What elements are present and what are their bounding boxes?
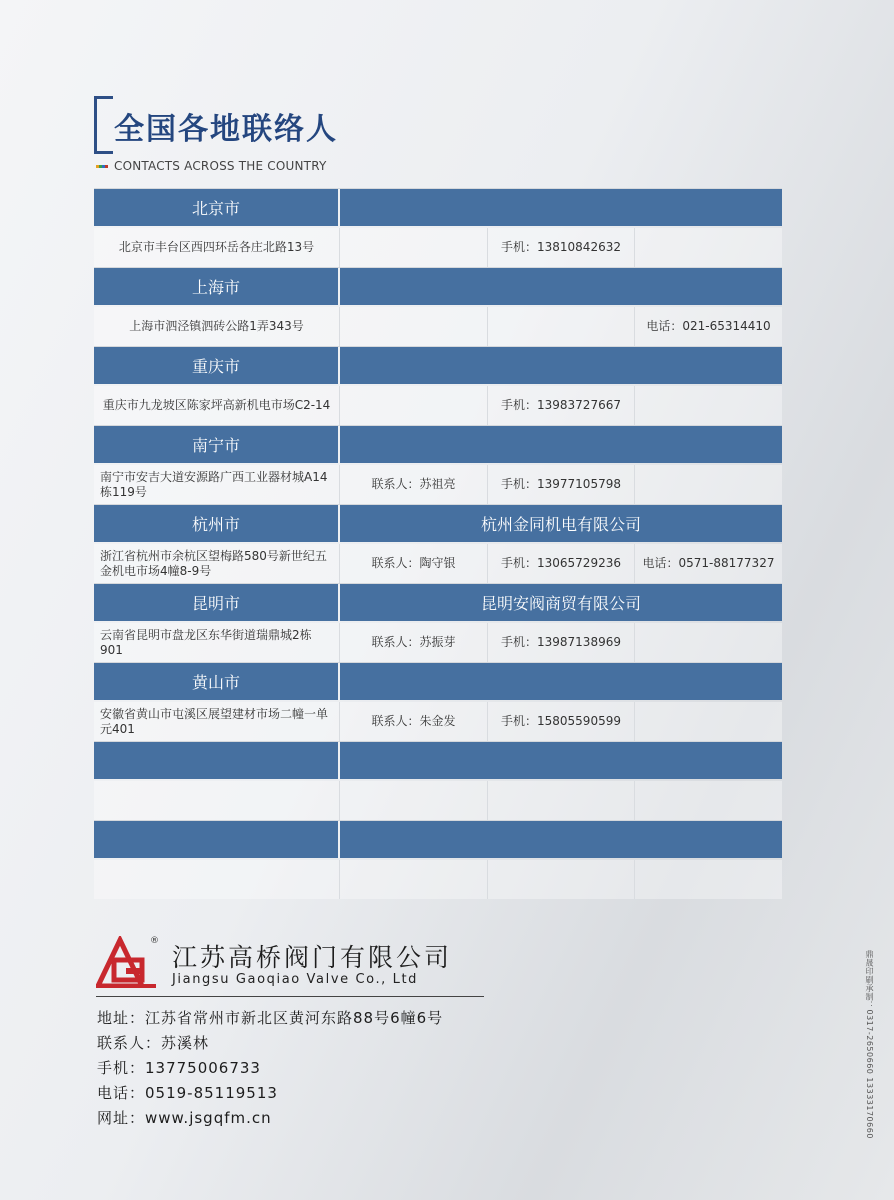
contact-address xyxy=(94,781,340,820)
contact-person xyxy=(340,307,488,346)
contact-phone xyxy=(635,860,782,899)
contact-mobile xyxy=(488,860,635,899)
city-name: 南宁市 xyxy=(94,426,340,463)
company-name xyxy=(340,268,782,305)
contact-mobile: 手机：13983727667 xyxy=(488,386,635,425)
city-header-row xyxy=(94,820,782,860)
contact-detail-row xyxy=(94,465,782,504)
page-subtitle: CONTACTS ACROSS THE COUNTRY xyxy=(114,159,327,173)
contact-mobile: 手机：13977105798 xyxy=(488,465,635,504)
company-phone: 电话：0519-85119513 xyxy=(97,1084,278,1102)
city-name: 上海市 xyxy=(94,268,340,305)
company-name-cn: 江苏高桥阀门有限公司 xyxy=(172,943,453,972)
city-name: 重庆市 xyxy=(94,347,340,384)
title-color-bar xyxy=(96,165,110,168)
contact-address: 南宁市安吉大道安源路广西工业器材城A14栋119号 xyxy=(94,465,340,504)
contact-address: 北京市丰台区西四环岳各庄北路13号 xyxy=(94,228,340,267)
contact-phone xyxy=(635,623,782,662)
contact-person: 联系人：陶守银 xyxy=(340,544,488,583)
city-header-row xyxy=(94,267,782,307)
city-name: 昆明市 xyxy=(94,584,340,621)
contact-person xyxy=(340,386,488,425)
company-name xyxy=(340,663,782,700)
city-name xyxy=(94,742,340,779)
contact-detail-row xyxy=(94,386,782,425)
company-name xyxy=(340,821,782,858)
company-mobile: 手机：13775006733 xyxy=(97,1059,261,1077)
contact-detail-row xyxy=(94,860,782,899)
company-name: 昆明安阀商贸有限公司 xyxy=(340,584,782,621)
contact-phone xyxy=(635,386,782,425)
contact-mobile xyxy=(488,781,635,820)
contact-detail-row xyxy=(94,623,782,662)
contact-detail-row xyxy=(94,307,782,346)
contact-detail-row xyxy=(94,702,782,741)
contact-person xyxy=(340,781,488,820)
registered-mark: ® xyxy=(150,936,159,946)
contact-person: 联系人：苏振芽 xyxy=(340,623,488,662)
contact-detail-row xyxy=(94,544,782,583)
city-header-row xyxy=(94,346,782,386)
contact-phone: 电话：0571-88177327 xyxy=(642,556,775,570)
company-logo xyxy=(96,936,158,988)
contact-detail-row xyxy=(94,781,782,820)
company-website: 网址：www.jsgqfm.cn xyxy=(97,1109,272,1127)
contacts-table xyxy=(94,188,782,899)
contact-address xyxy=(94,860,340,899)
company-address: 地址：江苏省常州市新北区黄河东路88号6幢6号 xyxy=(97,1009,444,1027)
company-name xyxy=(340,426,782,463)
divider xyxy=(96,996,484,997)
contact-detail-row xyxy=(94,228,782,267)
city-name xyxy=(94,821,340,858)
city-name: 杭州市 xyxy=(94,505,340,542)
city-header-row xyxy=(94,504,782,544)
contact-mobile: 手机：13987138969 xyxy=(488,623,635,662)
contact-person xyxy=(340,228,488,267)
page-title: 全国各地联络人 xyxy=(114,112,338,147)
contact-person: 联系人：苏祖亮 xyxy=(340,465,488,504)
contact-mobile: 手机：15805590599 xyxy=(488,702,635,741)
printer-note: 鼎晟印刷承制：0317-2650660 13333170660 xyxy=(865,950,874,1139)
title-bracket xyxy=(94,96,113,154)
city-header-row xyxy=(94,188,782,228)
contact-phone: 电话：021-65314410 xyxy=(646,319,771,333)
contact-address: 安徽省黄山市屯溪区展望建材市场二幢一单元401 xyxy=(94,702,340,741)
city-header-row xyxy=(94,425,782,465)
contact-address: 上海市泗泾镇泗砖公路1弄343号 xyxy=(94,307,340,346)
contact-address: 浙江省杭州市余杭区望梅路580号新世纪五金机电市场4幢8-9号 xyxy=(94,544,340,583)
city-header-row xyxy=(94,662,782,702)
contact-address: 云南省昆明市盘龙区东华街道瑞鼎城2栋901 xyxy=(94,623,340,662)
contact-person: 联系人：朱金发 xyxy=(340,702,488,741)
contact-phone xyxy=(635,465,782,504)
contact-address: 重庆市九龙坡区陈家坪高新机电市场C2-14 xyxy=(94,386,340,425)
company-name-en: Jiangsu Gaoqiao Valve Co., Ltd xyxy=(172,972,419,987)
city-name: 北京市 xyxy=(94,189,340,226)
company-name xyxy=(340,347,782,384)
contact-mobile: 手机：13065729236 xyxy=(488,544,635,583)
contact-mobile: 手机：13810842632 xyxy=(488,228,635,267)
company-name xyxy=(340,189,782,226)
contact-phone xyxy=(635,781,782,820)
city-name: 黄山市 xyxy=(94,663,340,700)
company-contact: 联系人：苏溪林 xyxy=(97,1034,210,1052)
contact-person xyxy=(340,860,488,899)
city-header-row xyxy=(94,583,782,623)
contact-phone xyxy=(635,228,782,267)
company-name xyxy=(340,742,782,779)
contact-mobile xyxy=(488,307,635,346)
contact-phone xyxy=(635,702,782,741)
city-header-row xyxy=(94,741,782,781)
company-name: 杭州金同机电有限公司 xyxy=(340,505,782,542)
